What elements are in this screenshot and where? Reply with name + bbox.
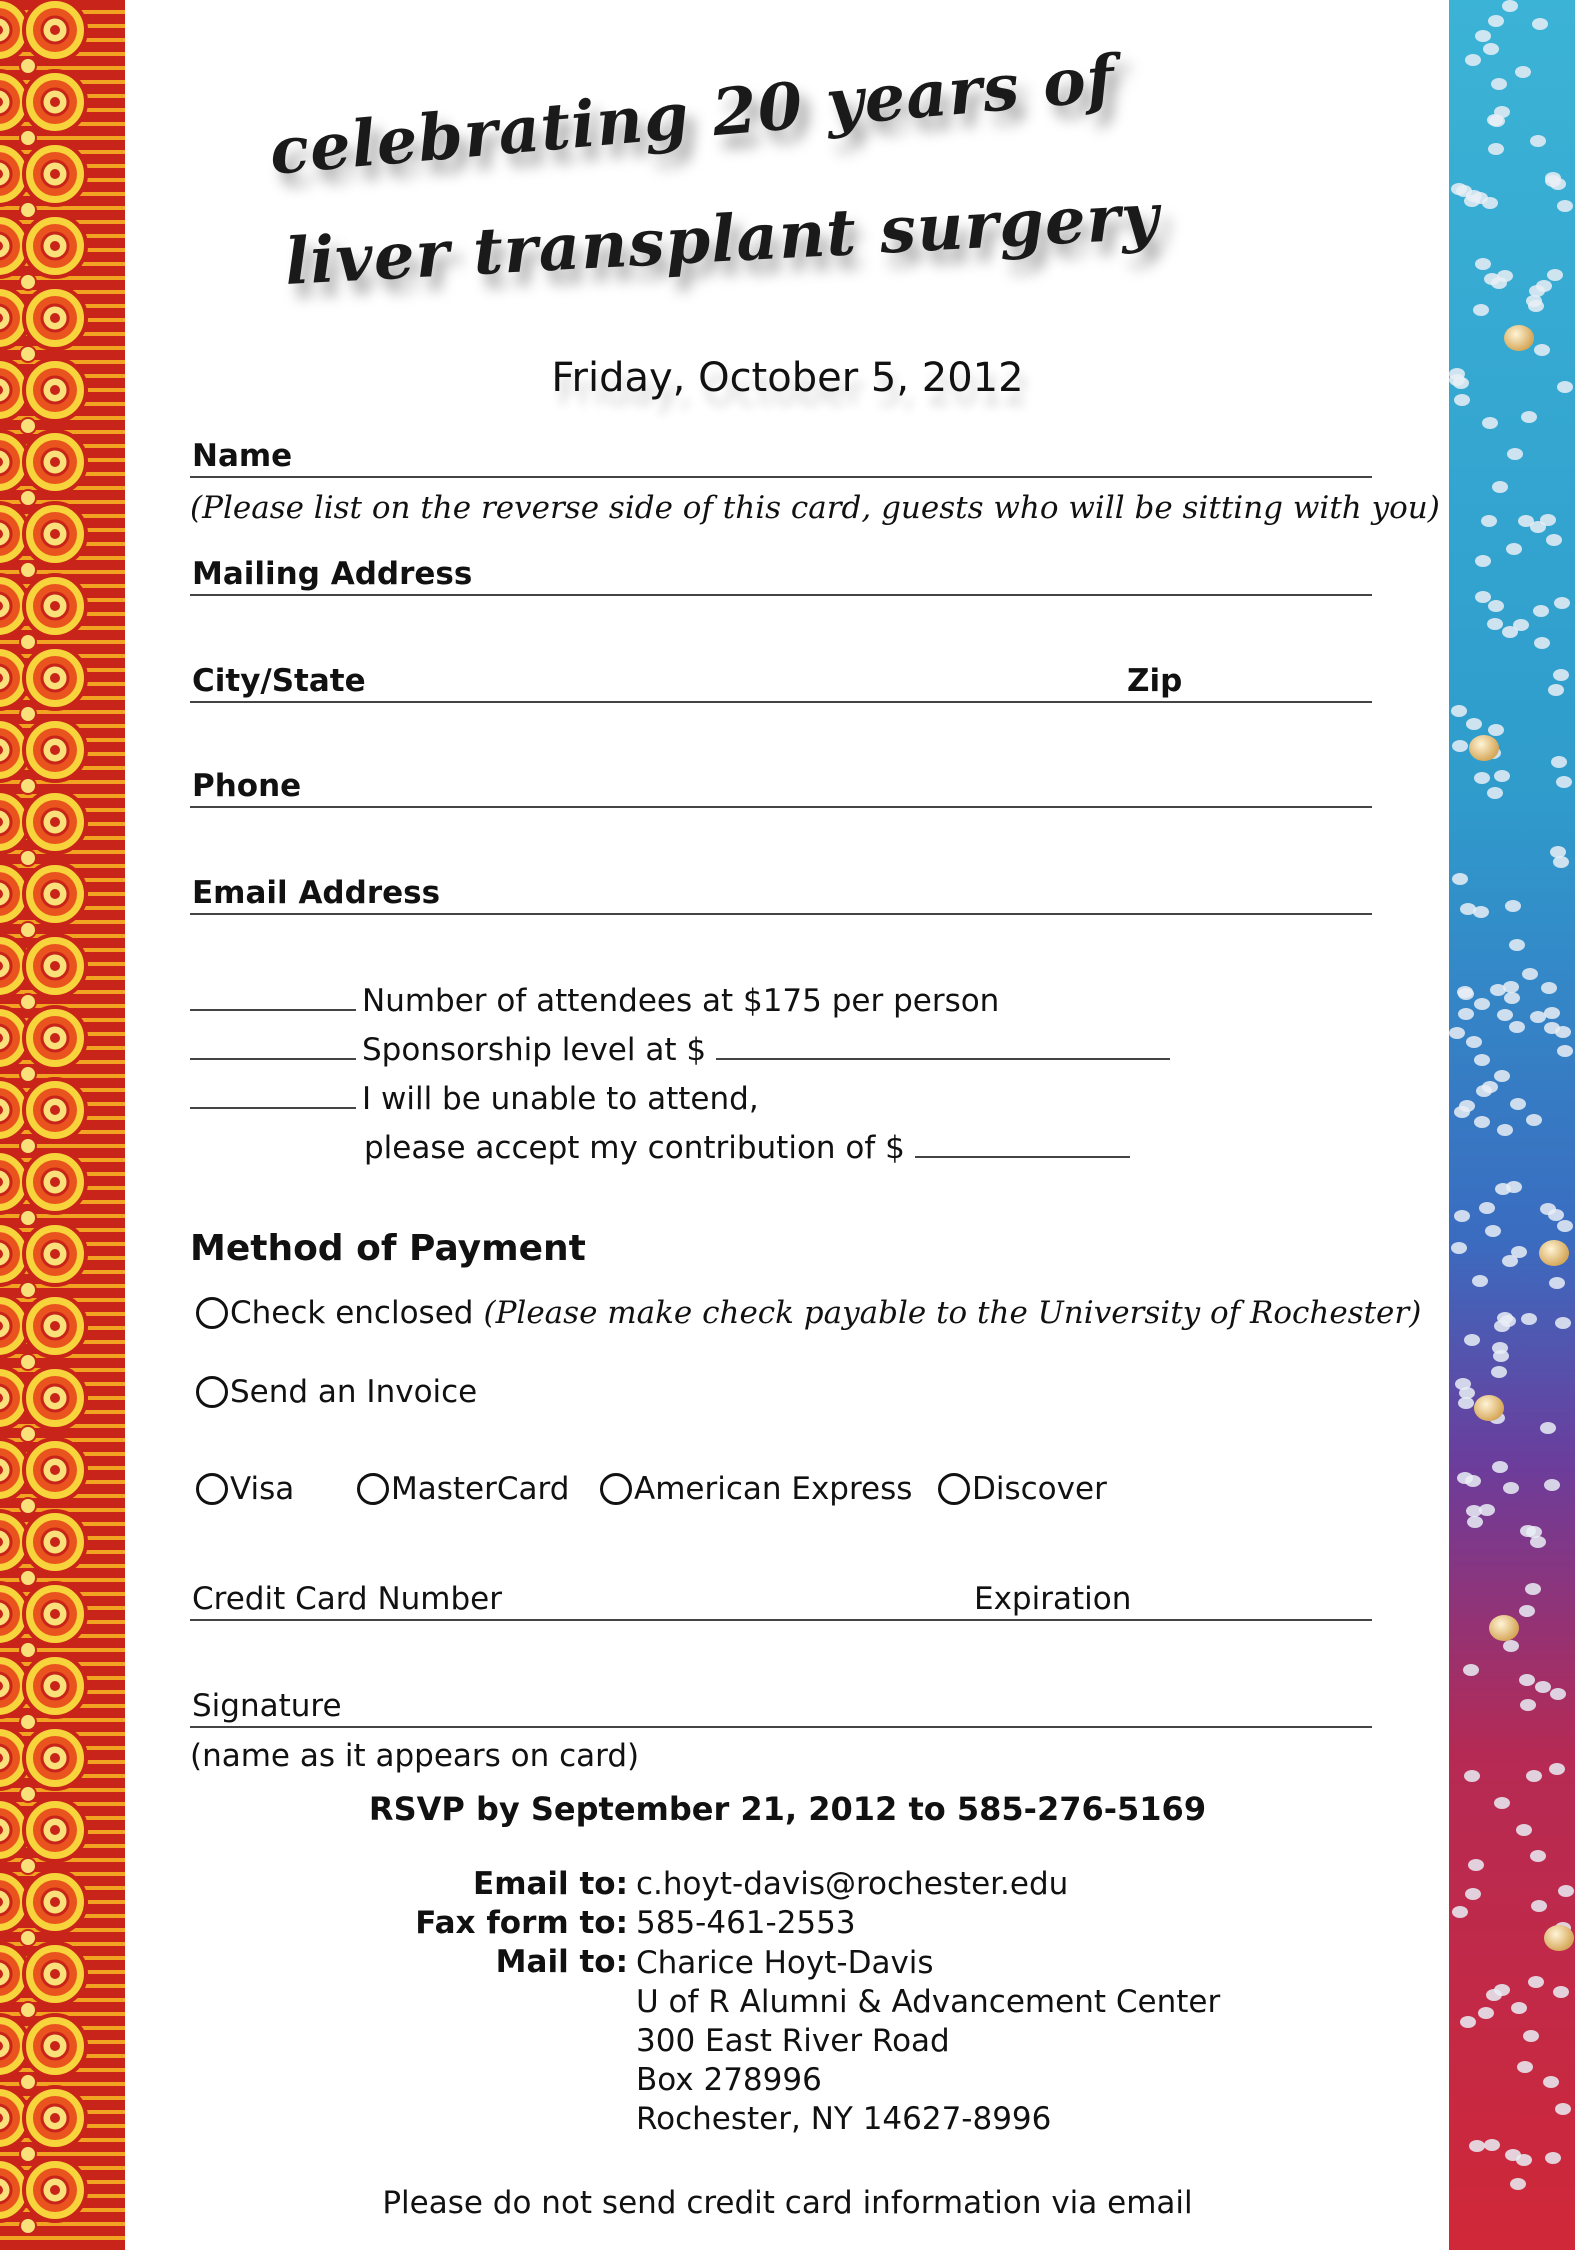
- signature-field[interactable]: [190, 1690, 1372, 1728]
- fabric-spot: [1526, 1114, 1542, 1126]
- fabric-spot: [1521, 1313, 1537, 1325]
- attendees-label: Number of attendees at $175 per person: [362, 983, 1000, 1019]
- fabric-spot: [1474, 772, 1490, 784]
- fabric-spot: [1466, 1036, 1482, 1048]
- fabric-spot: [1483, 43, 1499, 55]
- heading-line-2: liver transplant surgery: [283, 179, 1162, 300]
- fabric-spot: [1543, 2076, 1559, 2088]
- flower-icon: [24, 287, 86, 349]
- attendees-row: [190, 983, 999, 1019]
- dot-icon: [20, 1642, 36, 1658]
- dot-icon: [20, 130, 36, 146]
- email-contact-key: Email to:: [473, 1866, 628, 1902]
- guest-note: (Please list on the reverse side of this card, guests who will be sitting with you): [190, 490, 1440, 526]
- sponsorship-row: [190, 1032, 1170, 1068]
- flower-icon: [24, 1439, 86, 1501]
- fabric-spot: [1497, 1009, 1513, 1021]
- fabric-spot: [1526, 1526, 1542, 1538]
- city-state-label: City/State: [192, 663, 366, 699]
- sequin-icon: [1469, 735, 1499, 761]
- fabric-spot: [1522, 968, 1538, 980]
- left-decorative-border: [0, 0, 125, 2250]
- flower-icon: [24, 143, 86, 205]
- sponsorship-label: Sponsorship level at $: [362, 1032, 707, 1068]
- dot-icon: [20, 418, 36, 434]
- flower-icon: [24, 1295, 86, 1357]
- sequin-icon: [1539, 1240, 1569, 1266]
- name-field[interactable]: [190, 440, 1372, 478]
- flower-icon: [24, 575, 86, 637]
- flower-icon: [24, 791, 86, 853]
- fabric-spot: [1557, 1220, 1573, 1232]
- contribution-label: please accept my contribution of $: [364, 1130, 905, 1166]
- flower-icon: [24, 215, 86, 277]
- discover-label: Discover: [972, 1471, 1107, 1507]
- flower-icon: [24, 1871, 86, 1933]
- flower-icon: [24, 1367, 86, 1429]
- signature-label: Signature: [192, 1688, 342, 1724]
- fabric-spot: [1475, 591, 1491, 603]
- fabric-spot: [1531, 1900, 1547, 1912]
- fabric-spot: [1491, 1366, 1507, 1378]
- fabric-spot: [1465, 54, 1481, 66]
- fax-contact-key: Fax form to:: [415, 1905, 628, 1941]
- fabric-spot: [1506, 1181, 1522, 1193]
- city-state-field[interactable]: [190, 665, 1372, 703]
- flower-icon: [24, 647, 86, 709]
- contribution-amount-blank[interactable]: [915, 1134, 1130, 1158]
- dot-icon: [20, 1498, 36, 1514]
- flower-icon: [24, 1727, 86, 1789]
- expiration-label: Expiration: [974, 1581, 1132, 1617]
- fabric-spot: [1487, 114, 1503, 126]
- fabric-spot: [1452, 1906, 1468, 1918]
- dot-icon: [20, 1354, 36, 1370]
- fabric-spot: [1488, 143, 1504, 155]
- fabric-spot: [1547, 269, 1563, 281]
- sponsorship-amount-blank[interactable]: [716, 1036, 1170, 1060]
- fabric-spot: [1488, 15, 1504, 27]
- fabric-spot: [1518, 515, 1534, 527]
- footer-note: Please do not send credit card information via email: [382, 2185, 1193, 2221]
- dot-icon: [20, 2146, 36, 2162]
- name-label: Name: [192, 438, 293, 474]
- email-contact-value[interactable]: c.hoyt-davis@rochester.edu: [636, 1866, 1069, 1902]
- flower-pattern: [0, 0, 125, 2250]
- invoice-option[interactable]: [196, 1374, 477, 1410]
- fabric-spot: [1459, 1100, 1475, 1112]
- fabric-spot: [1532, 18, 1548, 30]
- flower-icon: [24, 2087, 86, 2149]
- fabric-spot: [1558, 1885, 1574, 1897]
- dot-icon: [20, 1138, 36, 1154]
- fabric-spot: [1551, 756, 1567, 768]
- signature-note: (name as it appears on card): [190, 1738, 640, 1774]
- address-line: Rochester, NY 14627-8996: [636, 2101, 1052, 2137]
- address-line: Box 278996: [636, 2062, 822, 2098]
- dot-icon: [20, 490, 36, 506]
- fabric-spot: [1553, 669, 1569, 681]
- flower-icon: [24, 1655, 86, 1717]
- fabric-spot: [1458, 988, 1474, 1000]
- fabric-spot: [1490, 984, 1506, 996]
- fabric-spot: [1492, 1342, 1508, 1354]
- mailing-address-field[interactable]: [190, 558, 1372, 596]
- dot-icon: [20, 634, 36, 650]
- fabric-spot: [1464, 1770, 1480, 1782]
- fabric-spot: [1515, 66, 1531, 78]
- dot-icon: [20, 1930, 36, 1946]
- fabric-spot: [1452, 740, 1468, 752]
- flower-icon: [24, 719, 86, 781]
- sponsorship-blank[interactable]: [190, 1036, 356, 1060]
- mastercard-label: MasterCard: [391, 1471, 570, 1507]
- fabric-spot: [1473, 906, 1489, 918]
- fabric-spot: [1511, 1246, 1527, 1258]
- fabric-spot: [1479, 1504, 1495, 1516]
- email-label: Email Address: [192, 875, 441, 911]
- fabric-spot: [1487, 787, 1503, 799]
- phone-label: Phone: [192, 768, 302, 804]
- fabric-spot: [1468, 1859, 1484, 1871]
- fabric-spot: [1545, 172, 1561, 184]
- fabric-spot: [1557, 1045, 1573, 1057]
- dot-icon: [20, 1858, 36, 1874]
- fabric-spot: [1463, 1664, 1479, 1676]
- fabric-spot: [1545, 2152, 1561, 2164]
- fabric-spot: [1474, 998, 1490, 1010]
- fabric-spot: [1550, 1688, 1566, 1700]
- check-radio[interactable]: [196, 1297, 228, 1329]
- fabric-spot: [1500, 1315, 1516, 1327]
- mastercard-option[interactable]: [357, 1471, 569, 1507]
- fabric-spot: [1540, 1422, 1556, 1434]
- dot-icon: [20, 1714, 36, 1730]
- fabric-spot: [1548, 684, 1564, 696]
- fabric-spot: [1454, 1210, 1470, 1222]
- fabric-spot: [1506, 543, 1522, 555]
- fabric-spot: [1509, 939, 1525, 951]
- dot-icon: [20, 850, 36, 866]
- flower-icon: [24, 0, 86, 61]
- fabric-spot: [1549, 1763, 1565, 1775]
- fabric-spot: [1460, 2016, 1476, 2028]
- unable-label: I will be unable to attend,: [362, 1081, 759, 1117]
- check-option[interactable]: [196, 1295, 1421, 1331]
- invoice-radio[interactable]: [196, 1376, 228, 1408]
- flower-icon: [24, 2015, 86, 2077]
- heading-line-1: celebrating 20 years of: [266, 41, 1119, 190]
- visa-radio[interactable]: [196, 1473, 228, 1505]
- fabric-spot: [1478, 2007, 1494, 2019]
- fabric-spot: [1475, 555, 1491, 567]
- flower-icon: [24, 1007, 86, 1069]
- flower-icon: [24, 863, 86, 925]
- fabric-spot: [1530, 135, 1546, 147]
- fabric-spot: [1555, 1026, 1571, 1038]
- fabric-spot: [1509, 1021, 1525, 1033]
- fabric-spot: [1488, 600, 1504, 612]
- fabric-spot: [1482, 197, 1498, 209]
- right-fabric-border: [1449, 0, 1575, 2250]
- fabric-spot: [1523, 2030, 1539, 2042]
- mastercard-radio[interactable]: [357, 1473, 389, 1505]
- flower-icon: [24, 71, 86, 133]
- fabric-spot: [1511, 2002, 1527, 2014]
- dot-icon: [20, 202, 36, 218]
- mail-address-block: [636, 1944, 1220, 2139]
- dot-icon: [20, 1210, 36, 1226]
- dot-icon: [20, 1066, 36, 1082]
- flower-icon: [24, 935, 86, 997]
- fabric-spot: [1451, 1242, 1467, 1254]
- fabric-spot: [1554, 597, 1570, 609]
- dot-icon: [20, 2074, 36, 2090]
- visa-option[interactable]: [196, 1471, 294, 1507]
- amex-radio[interactable]: [600, 1473, 632, 1505]
- fax-contact-value: 585-461-2553: [636, 1905, 856, 1941]
- check-note: (Please make check payable to the University of Rochester): [483, 1295, 1422, 1331]
- fabric-spot: [1465, 1475, 1481, 1487]
- fabric-spot: [1466, 718, 1482, 730]
- payment-title: Method of Payment: [190, 1228, 586, 1269]
- fabric-spot: [1494, 1070, 1510, 1082]
- fabric-spot: [1521, 411, 1537, 423]
- fabric-spot: [1544, 1007, 1560, 1019]
- fabric-spot: [1467, 1516, 1483, 1528]
- fabric-spot: [1503, 1640, 1519, 1652]
- fabric-spot: [1510, 1098, 1526, 1110]
- fabric-spot: [1555, 2103, 1571, 2115]
- fabric-spot: [1481, 515, 1497, 527]
- fabric-spot: [1550, 846, 1566, 858]
- sequin-icon: [1504, 325, 1534, 351]
- check-label: Check enclosed: [230, 1295, 474, 1331]
- amex-label: American Express: [634, 1471, 913, 1507]
- fabric-spot: [1544, 1479, 1560, 1491]
- fabric-spot: [1464, 195, 1480, 207]
- fabric-spot: [1533, 605, 1549, 617]
- fabric-spot: [1525, 1583, 1541, 1595]
- dot-icon: [20, 58, 36, 74]
- fabric-spot: [1535, 1681, 1551, 1693]
- fabric-spot: [1528, 1976, 1544, 1988]
- event-date: Friday, October 5, 2012: [551, 355, 1024, 401]
- fabric-spot: [1548, 1209, 1564, 1221]
- unable-blank[interactable]: [190, 1085, 356, 1109]
- fabric-spot: [1455, 1378, 1471, 1390]
- fabric-spot: [1475, 30, 1491, 42]
- dot-icon: [20, 706, 36, 722]
- fabric-spot: [1464, 1334, 1480, 1346]
- amex-option[interactable]: [600, 1471, 912, 1507]
- fabric-spot: [1516, 2154, 1532, 2166]
- fabric-spot: [1452, 873, 1468, 885]
- address-line: 300 East River Road: [636, 2023, 950, 2059]
- fabric-spot: [1556, 776, 1572, 788]
- dot-icon: [20, 1570, 36, 1586]
- fabric-spot: [1487, 618, 1503, 630]
- zip-label: Zip: [1127, 663, 1183, 699]
- fabric-spot: [1541, 982, 1557, 994]
- fabric-spot: [1504, 992, 1520, 1004]
- flower-icon: [24, 431, 86, 493]
- dot-icon: [20, 994, 36, 1010]
- mail-contact-key: Mail to:: [495, 1944, 628, 1980]
- fabric-spot: [1553, 1986, 1569, 1998]
- invoice-label: Send an Invoice: [230, 1374, 478, 1410]
- fabric-spot: [1502, 0, 1518, 12]
- fabric-spot: [1555, 1317, 1571, 1329]
- fabric-spot: [1546, 534, 1562, 546]
- fabric-spot: [1526, 295, 1542, 307]
- fabric-spot: [1534, 637, 1550, 649]
- flower-icon: [24, 1511, 86, 1573]
- fabric-spot: [1494, 770, 1510, 782]
- fabric-spot: [1474, 1116, 1490, 1128]
- fabric-spot: [1486, 1989, 1502, 2001]
- fabric-spot: [1491, 78, 1507, 90]
- fabric-spot: [1472, 1275, 1488, 1287]
- discover-radio[interactable]: [938, 1473, 970, 1505]
- address-line: U of R Alumni & Advancement Center: [636, 1984, 1221, 2020]
- fabric-spot: [1484, 2139, 1500, 2151]
- fabric-spot: [1557, 200, 1573, 212]
- flower-icon: [24, 503, 86, 565]
- fabric-spot: [1505, 900, 1521, 912]
- fabric-spot: [1526, 1770, 1542, 1782]
- fabric-spot: [1474, 1054, 1490, 1066]
- discover-option[interactable]: [938, 1471, 1107, 1507]
- dot-icon: [20, 562, 36, 578]
- fabric-spot: [1520, 1699, 1536, 1711]
- fabric-spot: [1473, 304, 1489, 316]
- sequin-icon: [1474, 1395, 1504, 1421]
- fabric-spot: [1485, 1225, 1501, 1237]
- credit-card-field[interactable]: [190, 1583, 1372, 1621]
- fabric-spot: [1492, 481, 1508, 493]
- sequin-icon: [1544, 1925, 1574, 1951]
- rsvp-line: RSVP by September 21, 2012 to 585-276-5169: [368, 1790, 1207, 1828]
- dot-icon: [20, 778, 36, 794]
- dot-icon: [20, 922, 36, 938]
- fabric-spot: [1519, 1674, 1535, 1686]
- fabric-spot: [1549, 1277, 1565, 1289]
- fabric-spot: [1519, 1605, 1535, 1617]
- fabric-spot: [1465, 1888, 1481, 1900]
- fabric-spot: [1449, 1027, 1465, 1039]
- fabric-spot: [1458, 1008, 1474, 1020]
- fabric-spot: [1482, 417, 1498, 429]
- unable-row: [190, 1081, 759, 1117]
- email-field[interactable]: [190, 877, 1372, 915]
- fabric-spot: [1517, 2061, 1533, 2073]
- fabric-spot: [1482, 1081, 1498, 1093]
- flower-icon: [24, 1943, 86, 2005]
- fabric-spot: [1469, 2140, 1485, 2152]
- flower-icon: [24, 1079, 86, 1141]
- address-line: Charice Hoyt-Davis: [636, 1945, 934, 1981]
- dot-icon: [20, 2002, 36, 2018]
- fabric-spot: [1451, 705, 1467, 717]
- phone-field[interactable]: [190, 770, 1372, 808]
- fabric-spot: [1497, 1124, 1513, 1136]
- fabric-spot: [1503, 1482, 1519, 1494]
- mailing-address-label: Mailing Address: [192, 556, 473, 592]
- fabric-spot: [1507, 448, 1523, 460]
- flower-icon: [24, 1151, 86, 1213]
- dot-icon: [20, 1426, 36, 1442]
- sequin-icon: [1489, 1615, 1519, 1641]
- fabric-spot: [1530, 1850, 1546, 1862]
- visa-label: Visa: [230, 1471, 295, 1507]
- fabric-spot: [1513, 619, 1529, 631]
- dot-icon: [20, 274, 36, 290]
- fabric-spot: [1488, 724, 1504, 736]
- fabric-spot: [1484, 273, 1500, 285]
- dot-icon: [20, 1282, 36, 1298]
- credit-card-label: Credit Card Number: [192, 1581, 502, 1617]
- fabric-spot: [1475, 258, 1491, 270]
- flower-icon: [24, 1583, 86, 1645]
- fabric-spot: [1492, 1461, 1508, 1473]
- fabric-spot: [1479, 1202, 1495, 1214]
- attendees-blank[interactable]: [190, 987, 356, 1011]
- contribution-row: [364, 1130, 1130, 1166]
- flower-icon: [24, 1223, 86, 1285]
